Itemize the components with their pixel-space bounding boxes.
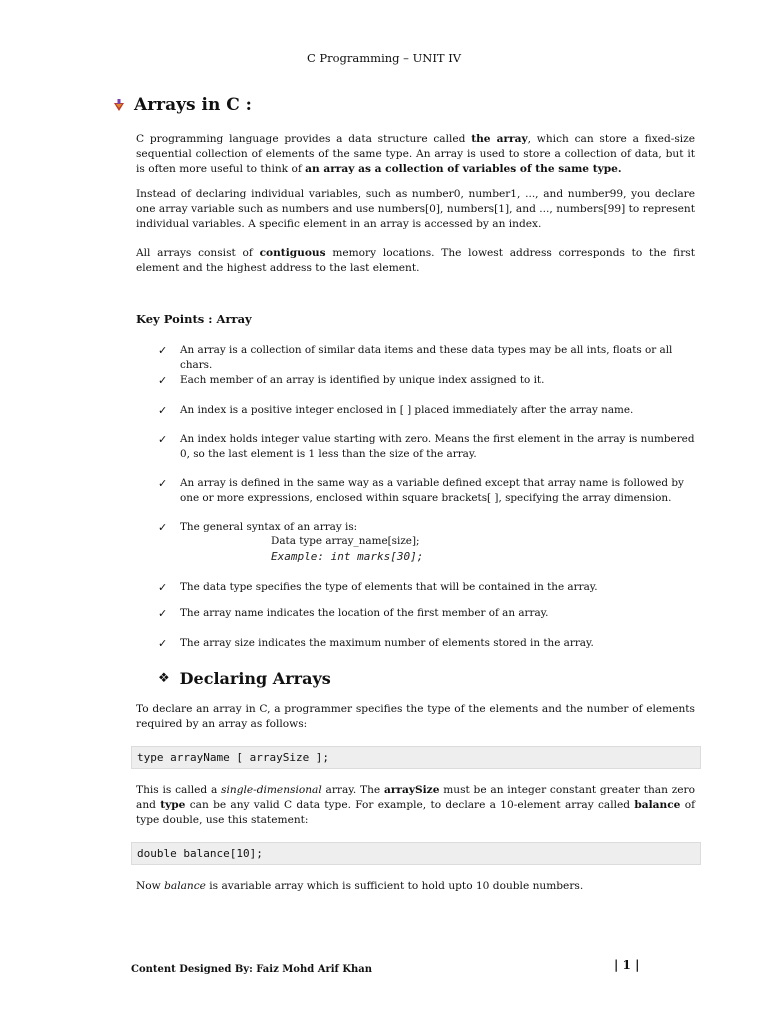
declaring-title: Declaring Arrays (179, 669, 331, 688)
intro-paragraph-2: Instead of declaring individual variables, such as number0, number1, ..., and number99, you declare one array variable such as numbers and use numbers[0], numbers[1], and ..., numbers[99] to represent individual variables. A specific element in an array is accessed by an index. (136, 188, 695, 230)
checkmark-icon: ✓ (158, 607, 168, 620)
page-header: C Programming – UNIT IV (306, 51, 462, 65)
section-heading-declaring (158, 669, 331, 688)
code-block: type arrayName [ arraySize ]; (131, 746, 701, 769)
checkmark-icon: ✓ (158, 637, 168, 650)
declaring-paragraph-2: This is called a single-dimensional array. The arraySize must be an integer constant greater than zero and type can be any valid C data type. For example, to declare a 10-element array called balance of type double, use this statement: (136, 784, 696, 826)
intro-paragraph-1: C programming language provides a data structure called the array, which can store a fixed-size sequential collection of elements of the same type. An array is used to store a collection of data, but it is often more useful to think of an array as a collection of variables of the same type. (136, 133, 695, 175)
list-item: ✓ Each member of an array is identified by unique index assigned to it. (158, 374, 545, 387)
list-item: ✓ The general syntax of an array is: (158, 521, 358, 534)
checkmark-icon: ✓ (158, 581, 168, 594)
syntax-line: Data type array_name[size]; (271, 535, 420, 547)
list-item: ✓ An index is a positive integer enclosed in [ ] placed immediately after the array name. (158, 404, 634, 417)
list-item: ✓ An array is a collection of similar data items and these data types may be all ints, floats or all chars. (158, 344, 673, 371)
diamond-bullet-icon: ❖ (158, 671, 170, 686)
declaring-paragraph-3: Now balance is avariable array which is sufficient to hold upto 10 double numbers. (136, 880, 584, 892)
declaring-paragraph-1: To declare an array in C, a programmer specifies the type of the elements and the number of elements required by an array as follows: (136, 703, 695, 730)
list-item: ✓ The array size indicates the maximum number of elements stored in the array. (158, 637, 594, 650)
key-points-title: Key Points : Array (136, 312, 252, 326)
checkmark-icon: ✓ (158, 433, 168, 446)
checkmark-icon: ✓ (158, 374, 168, 387)
section-heading-arrays (112, 95, 252, 115)
checkmark-icon: ✓ (158, 344, 168, 357)
list-item: ✓ The data type specifies the type of elements that will be contained in the array. (158, 581, 598, 594)
list-item: ✓ An array is defined in the same way as a variable defined except that array name is followed by one or more expressions, enclosed within square brackets[ ], specifying the array dimension. (158, 477, 684, 504)
list-item: ✓ The array name indicates the location of the first member of an array. (158, 607, 549, 620)
example-line: Example: int marks[30]; (271, 550, 424, 563)
footer-credit: Content Designed By: Faiz Mohd Arif Khan (131, 964, 373, 975)
checkmark-icon: ✓ (158, 404, 168, 417)
page-number: | 1 | (614, 958, 640, 972)
code-block: double balance[10]; (131, 842, 701, 865)
heading-text: Arrays in C : (134, 95, 252, 115)
checkmark-icon: ✓ (158, 477, 168, 490)
checkmark-icon: ✓ (158, 521, 168, 534)
intro-paragraph-3: All arrays consist of contiguous memory locations. The lowest address corresponds to the first element and the highest address to the last element. (136, 247, 695, 274)
list-item: ✓ An index holds integer value starting with zero. Means the first element in the array is numbered 0, so the last element is 1 less than the size of the array. (158, 433, 695, 460)
arrow-down-bullet-icon (112, 98, 126, 112)
